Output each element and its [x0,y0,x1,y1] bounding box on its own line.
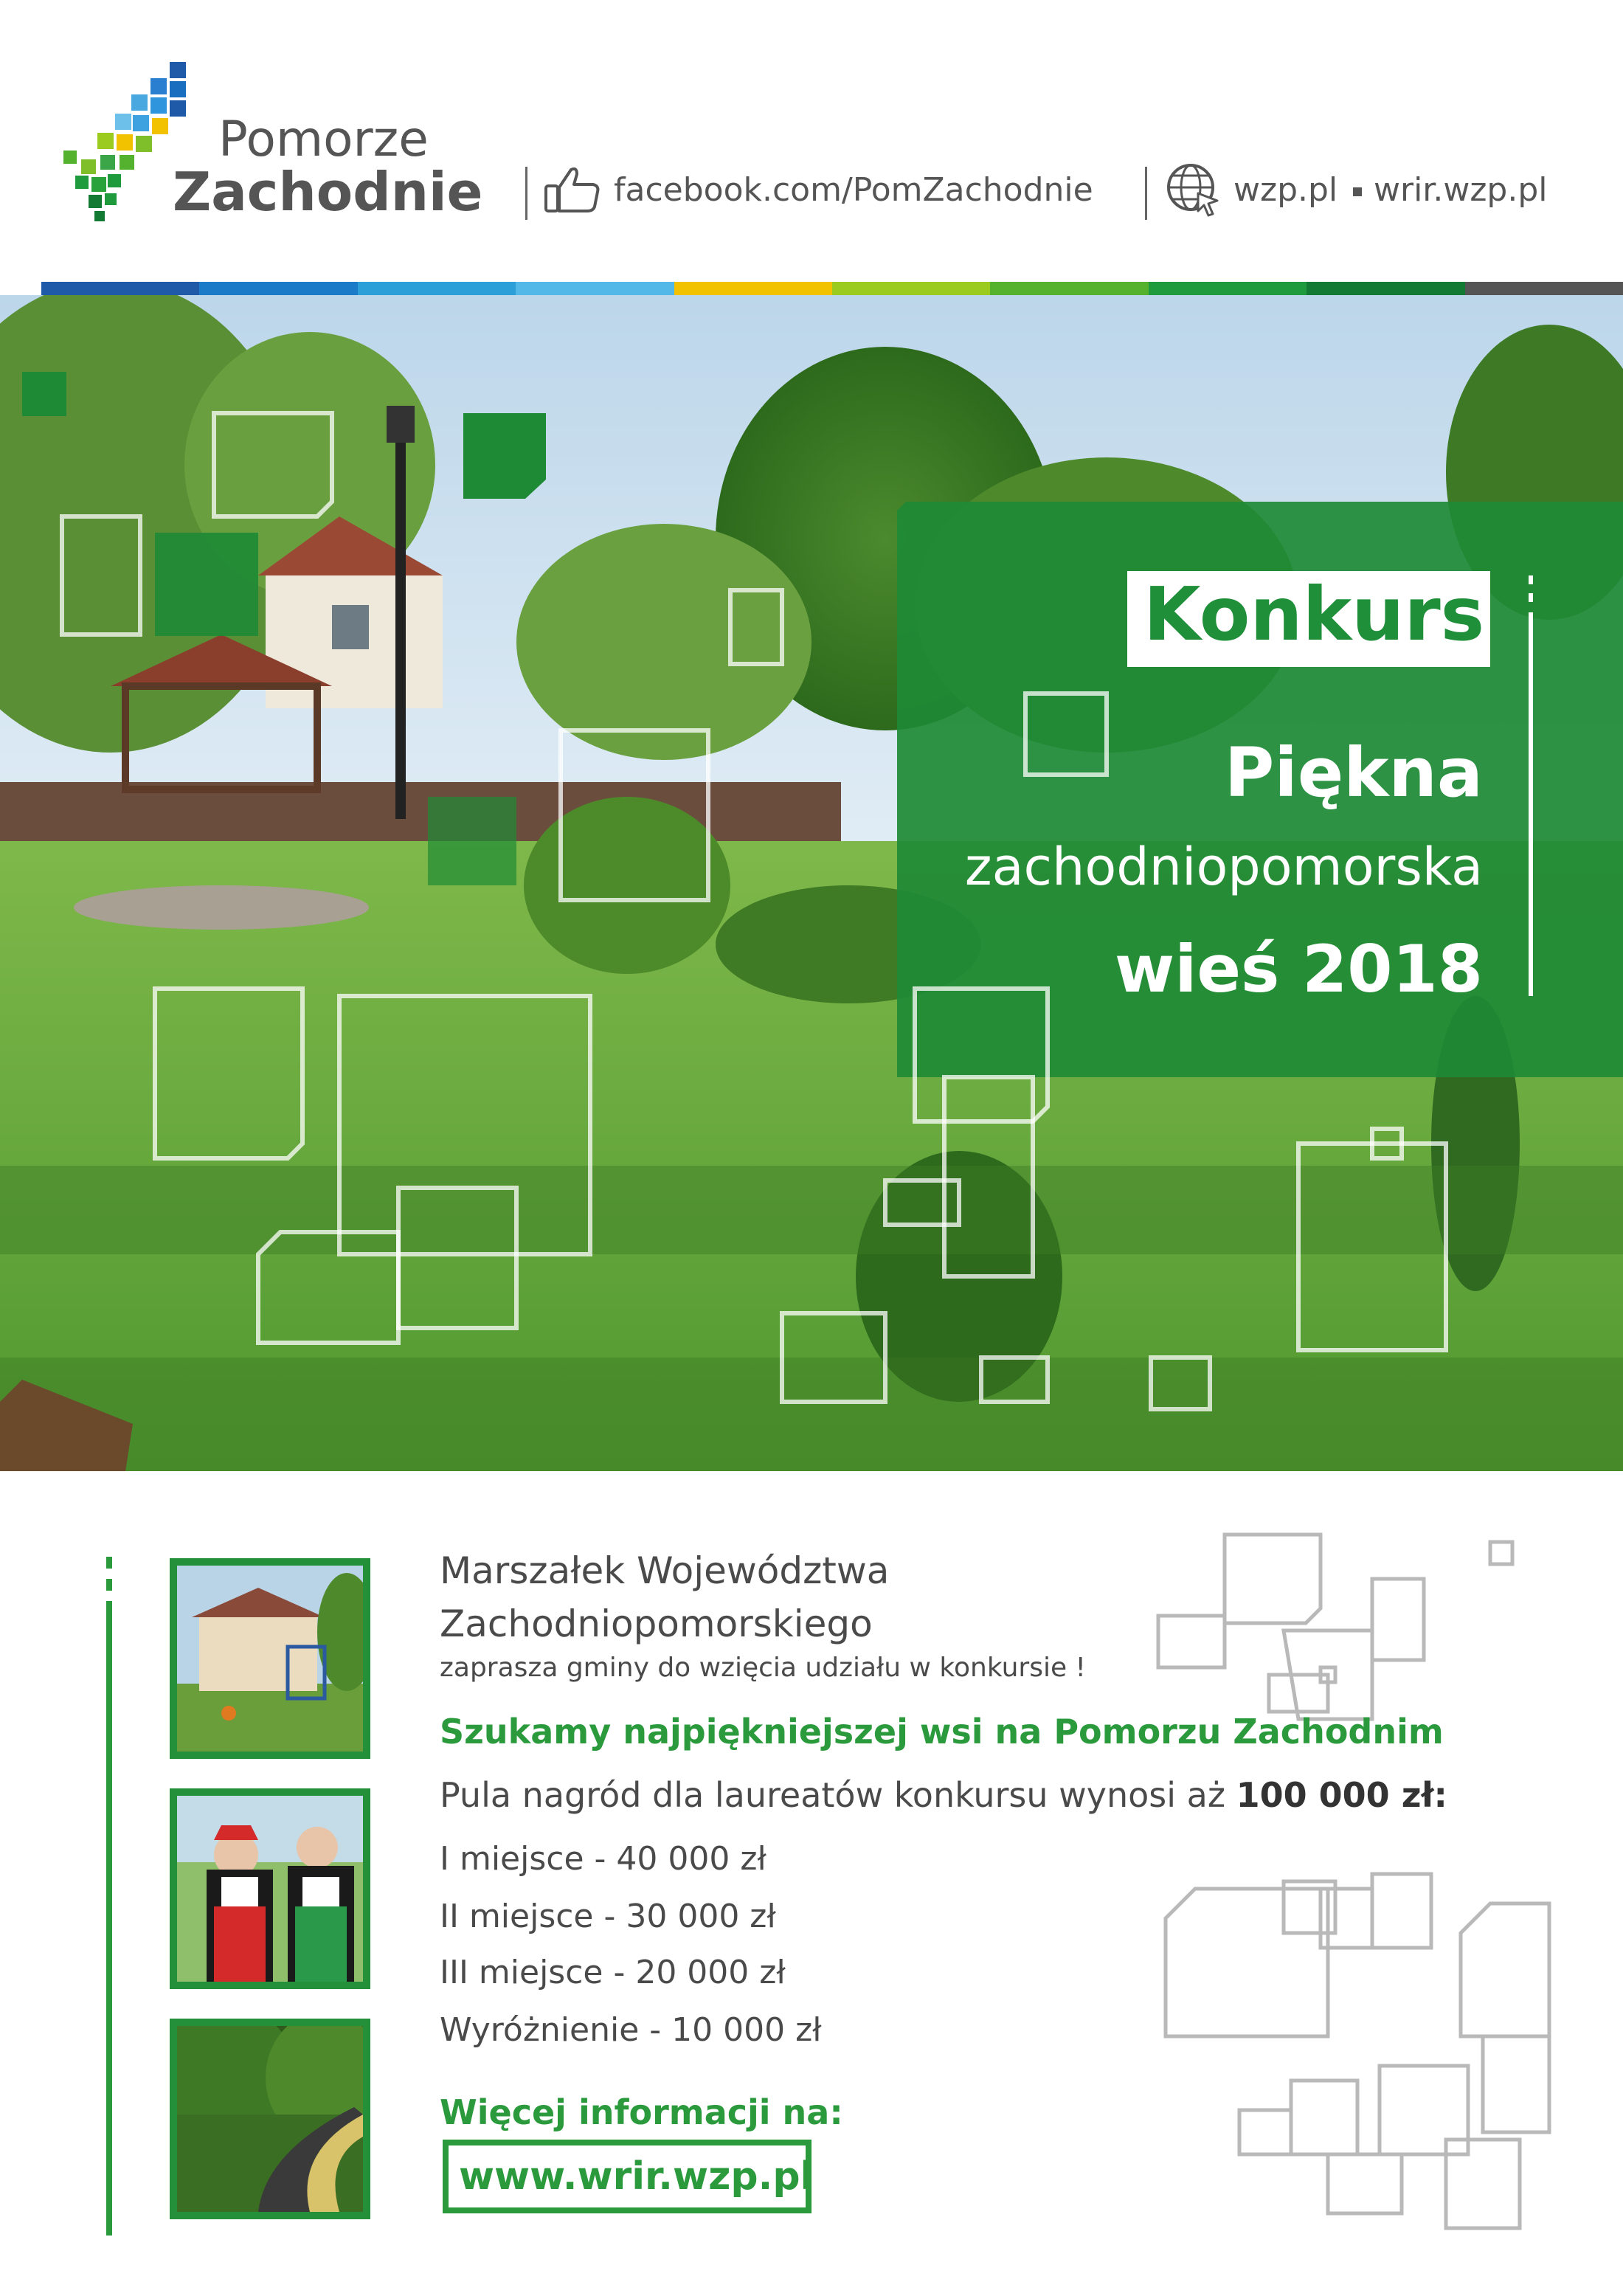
website-link-wrir[interactable]: wrir.wzp.pl [1374,171,1548,209]
prize-distinction: Wyróżnienie - 10 000 zł [440,2011,822,2049]
stripe-segment [516,282,674,295]
header-divider [525,167,527,220]
prize-1: I miejsce - 40 000 zł [440,1840,766,1878]
website-link-wzp[interactable]: wzp.pl [1233,171,1338,209]
hero-title-line3: wieś 2018 [1114,931,1483,1007]
prize-pool-text: Pula nagród dla laureatów konkursu wynosi aż [440,1775,1225,1815]
invite-line2: Zachodniopomorskiego [440,1602,873,1645]
decorative-outlines [1151,1520,1564,2258]
konkurs-label: Konkurs [1143,571,1485,657]
side-accent-line [106,1557,112,2236]
prize-pool-amount: 100 000 zł: [1236,1775,1447,1815]
brand-name-line2: Zachodnie [173,161,483,223]
stripe-segment [674,282,832,295]
color-stripe [41,282,1623,295]
stripe-segment [358,282,516,295]
stripe-segment [41,282,199,295]
stripe-segment [832,282,990,295]
prize-pool-line [440,1775,1447,1815]
prize-3: III miejsce - 20 000 zł [440,1954,786,1991]
search-headline: Szukamy najpiękniejszej wsi na Pomorzu Zachodnim [440,1712,1444,1752]
globe-cursor-icon[interactable] [1164,161,1222,218]
hero-title-line2: zachodniopomorska [964,837,1483,897]
invite-line1: Marszałek Województwa [440,1549,890,1592]
stripe-segment [1307,282,1464,295]
stripe-segment [990,282,1148,295]
url-link[interactable]: www.wrir.wzp.pl [459,2154,814,2199]
hero-title-line1: Piękna [1224,733,1483,812]
stripe-segment [1149,282,1307,295]
stripe-segment [1465,282,1623,295]
thumbnail-forest-path [170,2019,370,2219]
stripe-segment [199,282,357,295]
more-info-label: Więcej informacji na: [440,2092,843,2132]
thumbnail-village-house [170,1558,370,1759]
prize-2: II miejsce - 30 000 zł [440,1898,776,1935]
bullet-separator [1353,187,1362,196]
thumbs-up-icon[interactable] [543,164,602,215]
facebook-link[interactable]: facebook.com/PomZachodnie [614,171,1093,209]
header-divider-2 [1145,167,1147,220]
brand-name-line1: Pomorze [218,111,429,167]
invite-line3: zaprasza gminy do wzięcia udziału w konkursie ! [440,1653,1086,1683]
thumbnail-folk-costumes [170,1788,370,1989]
